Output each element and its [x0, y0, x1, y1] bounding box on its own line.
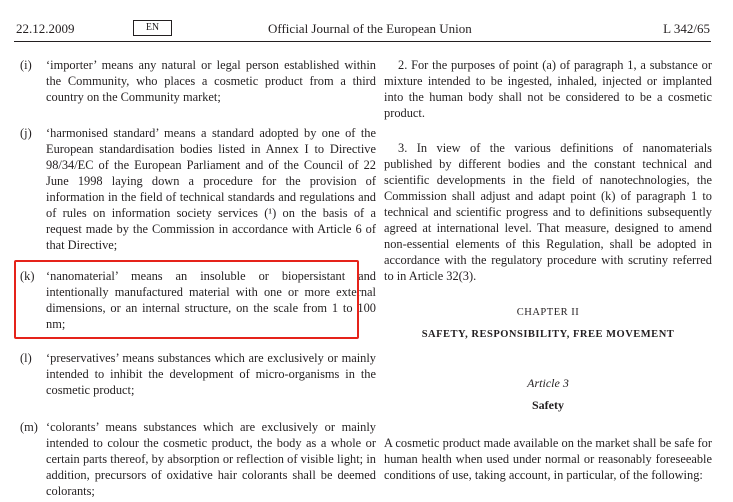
definition-text: ‘colorants’ means substances which are exclusively or mainly intended to colour the cosmetic product, the body as a whole or certain parts thereof, by absorption or reflection of visible light; in addition, precursors of oxidative hair colorants shall be deemed colorants; — [46, 420, 376, 498]
publication-date: 22.12.2009 — [16, 21, 75, 36]
definition-label: (m) — [20, 420, 38, 434]
page-reference: L 342/65 — [663, 21, 710, 36]
article-title: Safety — [532, 398, 564, 412]
page-header — [14, 21, 712, 39]
article-body: A cosmetic product made available on the market shall be safe for human health when used under normal or reasonably foreseeable conditions of use, taking account, in particular, of the following: — [384, 436, 712, 482]
definition-colorants — [20, 419, 376, 499]
paragraph-3: 3. In view of the various definitions of nanomaterials published by different bodies and the constant technical and scientific developments in the field of nanotechnologies, the Commission shall adjust and adapt point (k) of paragraph 1 to technical and scientific progress and to definitions subsequently agreed at international level. That measure, designed to amend non-essential elements of this Regulation, shall be adopted in accordance with the regulatory procedure with scrutiny referred to in Article 32(3). — [384, 141, 712, 283]
header-rule — [14, 41, 711, 42]
definition-label: (l) — [20, 351, 32, 365]
definition-text: ‘nanomaterial’ means an insoluble or biopersistant and intentionally manufactured material with one or more external dimensions, or an internal structure, on the scale from 1 to 100 nm; — [46, 269, 376, 331]
nanomaterial-highlight-box — [14, 260, 359, 339]
definition-label: (k) — [20, 269, 35, 283]
definition-label: (i) — [20, 58, 32, 72]
chapter-heading: CHAPTER II — [516, 307, 580, 318]
definition-harmonised-standard — [20, 125, 376, 253]
definition-text: ‘preservatives’ means substances which are exclusively or mainly intended to inhibit the development of micro-organisms in the cosmetic product; — [46, 351, 376, 397]
article-heading: Article 3 — [527, 376, 569, 390]
definition-text: ‘importer’ means any natural or legal person established within the Community, who places a cosmetic product from a third country on the Community market; — [46, 58, 376, 104]
definition-label: (j) — [20, 126, 32, 140]
chapter-title: SAFETY, RESPONSIBILITY, FREE MOVEMENT — [421, 329, 675, 340]
paragraph-2: 2. For the purposes of point (a) of paragraph 1, a substance or mixture intended to be ingested, inhaled, injected or implanted into the human body shall not be considered to be a cosmetic product. — [384, 58, 712, 120]
definition-preservatives — [20, 350, 376, 398]
definition-text: ‘harmonised standard’ means a standard adopted by one of the European standardisation bodies listed in Annex I to Directive 98/34/EC of the European Parliament and of the Council of 22 June 1998 laying down a procedure for the provision of information in the field of technical standards and regulations and of rules on information society services (¹) on the basis of a request made by the Commission in accordance with Article 6 of that Directive; — [46, 126, 376, 252]
definition-importer — [20, 57, 376, 105]
journal-title: Official Journal of the European Union — [268, 21, 472, 36]
language-badge: EN — [133, 20, 172, 36]
